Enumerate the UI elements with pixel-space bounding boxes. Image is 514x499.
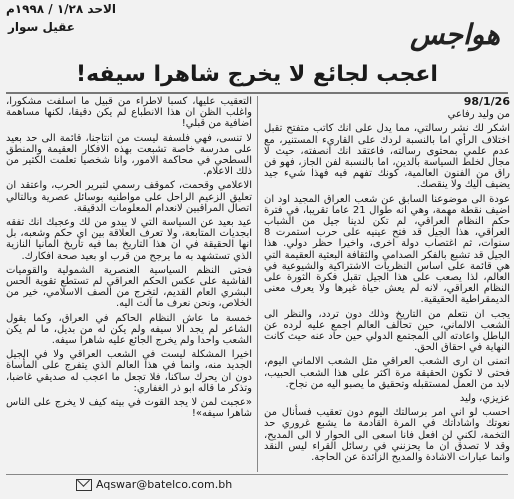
paragraph: «عجبت لمن لا يجد القوت في بيته كيف لا يخرج على الناس شاهرا سيفه»! [6,397,252,420]
paragraph: اشكر لك نشر رسالتي، مما يدل على انك كاتب متفتح تقبل اختلاف الرأي اما بالنسبة لردك على القاريء المستنير، مع عدم علمي بمحتوى رسالته، فاعتقد انك انصفته، حيث لا مجال لخلط السياسة بالدين، اما بالنسبة لفن الجاز، فهو فن راق من الفنون العالمية، كونك تفهم فيه فهذا شيء جيد يضيف اليك ولا ينقصك. [264,123,510,191]
column-divider [257,96,258,472]
author-name: عقيل سوار [8,20,75,34]
envelope-icon [76,479,92,491]
paragraph: خمسة ما عاش النظام الحاكم في العراق، وكما يقول الشاعر لم يجد الا سيفه ولم يكن له من بديل، ما لم يكن الشعب واحدا ولم يخرج الجائع عليه شاهرا سيفه. [6,312,252,347]
paragraph: احسب لو اني امر برسالتك اليوم دون تعقيب فسأنال من نعوتك واشاداتك في المرة القادمة ما يشبع غروري حد التخمة، لكني لن افعل فانا اسعى الى الحوار لا الى المديح، وقد لا تصدق ان ما يحزنني في رسائل القراء ليس النقد وانما عبارات الاشادة والمديح الزائدة عن الحاجة. [264,407,510,464]
paragraph: عزيزي، وليد [459,393,510,405]
paragraph: فحتى النظم السياسية العنصرية الشمولية والقوميات الفاشية على عكس الحكم العراقي لم تستطع تقوية الحس البشري العام القديم، لتخرج من الصف الاسلامي، خير من الخلاص، ونحن نعرف ما آلت اليه. [6,264,252,310]
paragraph: من وليد رفاعي [447,109,510,121]
article-column-right [264,96,510,472]
footer [6,474,508,494]
paragraph: الاعلامي وقحمت، كموقف رسمي لتبرير الحرب، واعتقد ان تعليق الزعيم الراحل على مواطنيه بوسائل عصرية وبالتالي اتصال المراقبين لانعدام المعلومات الدقيقة. [6,180,252,214]
paragraph: اخيرا المشكلة ليست في الشعب العراقي ولا في الجيل الجديد منه، وانما في هذا العالم الذي يتفرج على المأساة دون ان يحرك ساكنا، فلا تجعل ما اعجب له صديقي غاضبا، وتذكر ما قاله ابو ذر الغفاري: [6,349,252,394]
paragraph: لا تنسى، فهي فلسفة ليست من انتاجنا، قائمة الى حد بعيد على مدرسة خاصة تشبعت بهذه الافكار العقيمة والمنطق السطحي في محاكمة الامور، وانا شخصيا تعلمت الكثير من ذلك الاعلام. [6,132,252,178]
publication-date: الاحد ١/٢٨ / ١٩٩٨م [6,2,117,16]
paragraph: التعقيب عليها، كسبا لاطراء من قبيل ما اسلفت مشكورا، واغلب الظن ان هذا الانطباع لم يكن دقيقا، لكنها مساهمة اضافية من قبلي! [6,96,252,130]
paragraph: يجب ان نتعلم من التاريخ وذلك دون تردد، والنظر الى الشعب الالماني، حين تحالف العالم اجمع عليه لرده عن الباطل واعادته الى المجتمع الدولي حين حاد عنه حيث كانت النهاية في احقاق الحق. [264,308,510,354]
paragraph: عيد بعيد عن السياسة التي لا يبدو من لك وعجبك انك تفقه ابجديات المتابعة، ولا تعرف العلاقة بين اي حكم وشعبه، بل انها الحقيقة في ان هذا التاريخ بما فيه تاريخ المانيا النازية الذي تستشهد به ما يرجح من قرب او بعيد صحة افكارك. [6,217,252,262]
article-column-left [6,96,252,472]
author-email[interactable]: Aqswar@batelco.com.bh [96,478,233,491]
letter-date: 98/1/26 [463,96,510,108]
column-title: هواجس [409,18,500,51]
paragraph: اتمنى ان ارى الشعب العراقي مثل الشعب الالماني اليوم، فحتى لا تكون الحقيقة مرة اكثر على هذا الشعب الحبيب، لابد من العمل لمستقبله وتحقيق ما يصبو اليه من نجاح. [264,356,510,390]
paragraph: عودة الى موضوعنا السابق عن شعب العراق المجيد اود ان اضيف نقطة مهمة، وهي انه طوال 21 عاما تقريبا، في فترة حكم النظام العراقي، لم تكن لدينا جيل من الشباب العراقي، هذا الجيل قد فتح عينيه على حرب استمرت 8 سنوات، ثم اغتصاب دولة اخرى، واخيرا حظر دولي. هذا الجيل قد تشبع بالفكر الصدامي والثقافة البعثية العقيمة التي هي قائمة على اساس النظريات الاشتراكية والشيوعية في العالم، لذا يصعب على هذا الجيل تقبل فكرة الثورة على النظام العراقي، لانه لم يعش حياة غيرها ولا يعرف معنى الديمقراطية الحقيقية. [264,193,510,306]
column-banner [360,18,510,54]
headline: اعجب لجائع لا يخرج شاهرا سيفه! [76,62,438,87]
headline-divider [6,92,508,94]
